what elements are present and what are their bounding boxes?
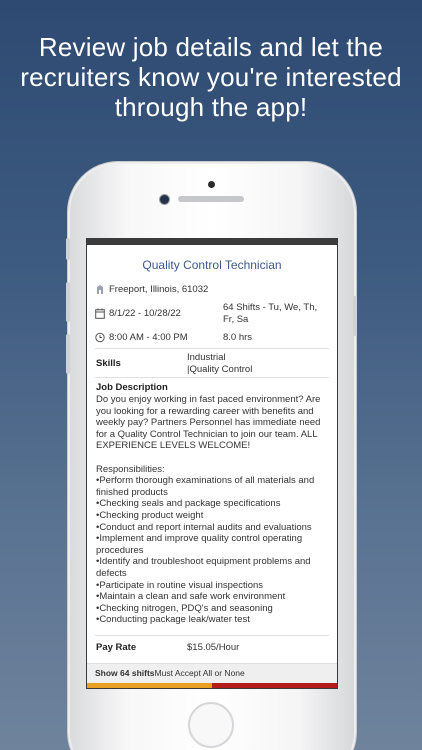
description-line: Responsibilities: [96, 463, 165, 475]
power-button [353, 296, 357, 336]
description-line: procedures [96, 544, 144, 556]
description-line: for a Quality Control Technician to join our team. ALL [96, 428, 318, 440]
job-time: 8:00 AM - 4:00 PM [109, 332, 188, 343]
promo-headline [0, 32, 422, 122]
description-line: •Participate in routine visual inspections [96, 579, 264, 591]
proximity-sensor [208, 181, 215, 188]
calendar-icon [95, 308, 105, 319]
description-line: •Checking seals and package specifications [96, 498, 281, 510]
description-line: •Conducting package leak/water test [96, 614, 250, 626]
description-line: defects [96, 567, 127, 579]
mute-switch [66, 238, 70, 260]
show-shifts-link[interactable]: Show 64 shifts [95, 668, 155, 678]
skill-2: |Quality Control [187, 364, 253, 375]
stripe-left [87, 683, 212, 689]
shift-days-line-2: Fr, Sa [223, 314, 249, 325]
description-line: •Implement and improve quality control operating [96, 533, 303, 545]
description-line: •Conduct and report internal audits and evaluations [96, 521, 312, 533]
description-line: Do you enjoy working in fast paced environment? Are [96, 394, 321, 405]
earpiece-speaker [178, 196, 244, 202]
app-screen [86, 238, 338, 689]
divider [95, 377, 329, 378]
pay-rate-value: $15.05/Hour [187, 642, 240, 653]
shift-footer [87, 663, 337, 683]
skills-label: Skills [96, 358, 121, 369]
description-line: weekly pay? Partners Personnel has immediate need [96, 417, 321, 429]
description-line: you looking for a rewarding career with benefits and [96, 405, 314, 417]
home-button [188, 702, 234, 748]
job-description [96, 394, 332, 626]
skills-values [187, 352, 252, 376]
volume-up-button [66, 282, 70, 322]
building-icon [95, 284, 105, 295]
description-line: EXPERIENCE LEVELS WELCOME! [96, 440, 251, 452]
clock-icon [95, 332, 105, 343]
description-line: finished products [96, 486, 168, 498]
description-gap [96, 452, 332, 464]
pay-rate-label: Pay Rate [96, 642, 137, 653]
volume-down-button [66, 334, 70, 374]
front-camera [160, 195, 169, 204]
job-title: Quality Control Technician [142, 258, 282, 272]
description-line: •Identify and troubleshoot equipment problems and [96, 556, 311, 568]
job-location: Freeport, Illinois, 61032 [109, 284, 209, 295]
description-line: •Checking product weight [96, 509, 204, 521]
status-bar [87, 239, 337, 245]
accept-rule-text: Must Accept All or None [154, 668, 245, 678]
description-line: •Checking nitrogen, PDQ's and seasoning [96, 602, 273, 614]
job-dates: 8/1/22 - 10/28/22 [109, 308, 181, 319]
divider [95, 348, 329, 349]
description-line: •Perform thorough examinations of all materials and [96, 475, 315, 487]
status-stripe [87, 683, 337, 689]
stripe-right [212, 683, 337, 689]
job-hours: 8.0 hrs [223, 332, 253, 343]
description-label: Job Description [96, 382, 168, 393]
description-line: •Maintain a clean and safe work environment [96, 591, 286, 603]
headline-line-3: through the app! [114, 92, 308, 122]
skill-1: Industrial [187, 352, 226, 363]
shift-days [223, 302, 317, 326]
headline-line-2: recruiters know you're interested [20, 62, 402, 92]
shift-days-line-1: 64 Shifts - Tu, We, Th, [223, 302, 318, 313]
headline-line-1: Review job details and let the [38, 32, 384, 62]
divider [95, 635, 329, 636]
